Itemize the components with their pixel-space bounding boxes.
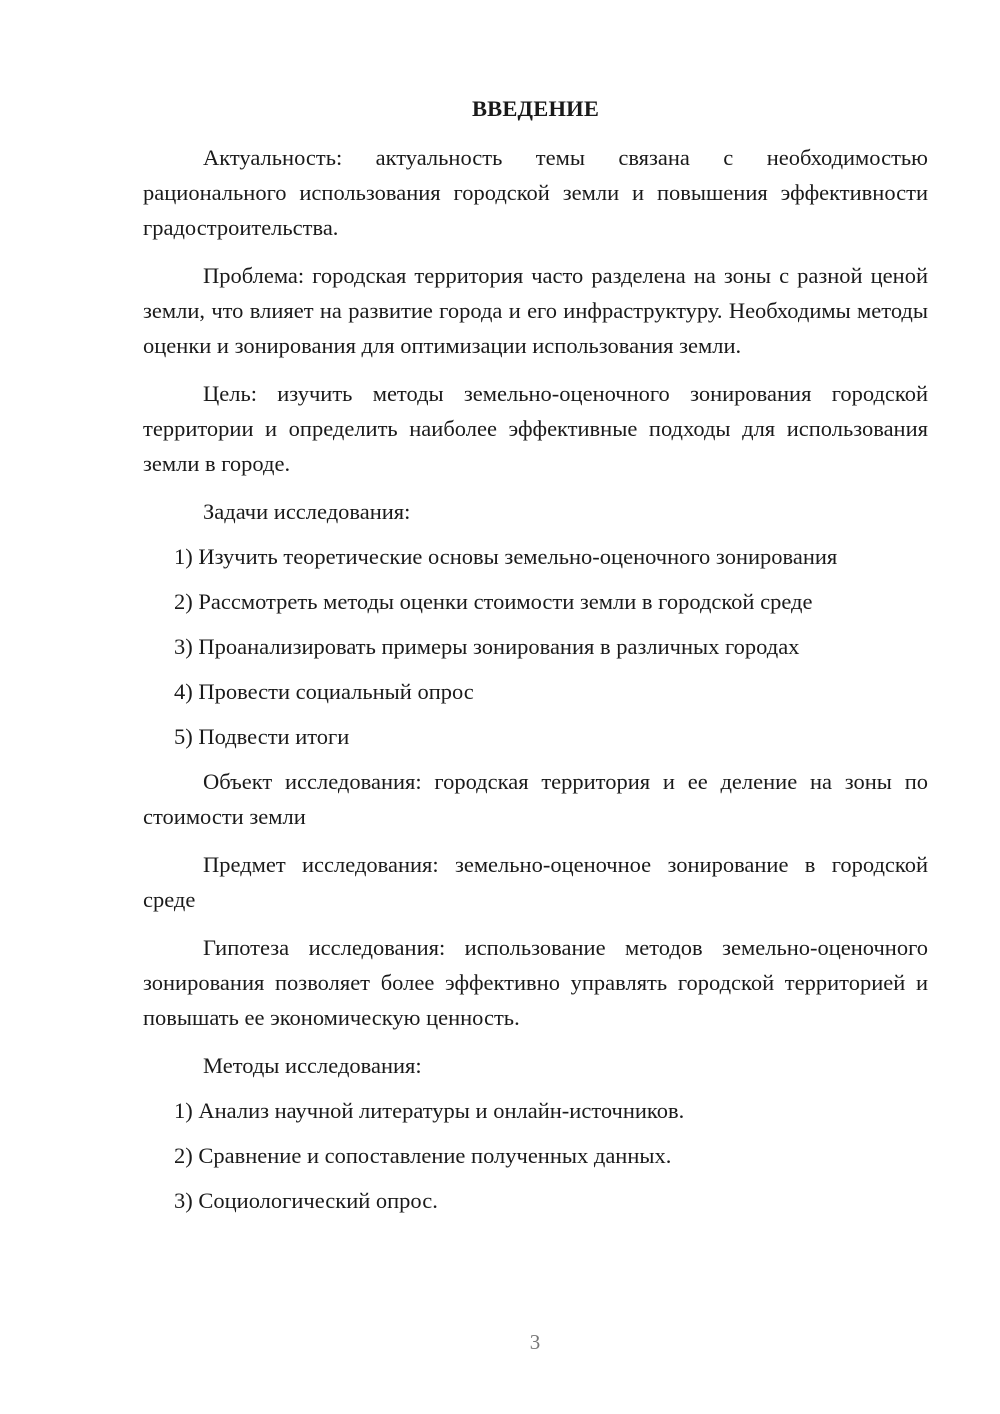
- list-item: 4) Провести социальный опрос: [174, 679, 474, 704]
- goal-paragraph: Цель: изучить методы земельно-оценочного зонирования городской территории и определить наиболее эффективные подходы для использования земли в городе.: [143, 381, 928, 476]
- list-item: 3) Проанализировать примеры зонирования в различных городах: [174, 634, 800, 659]
- list-item: 1) Анализ научной литературы и онлайн-источников.: [174, 1098, 685, 1123]
- tasks-heading: Задачи исследования:: [203, 499, 411, 524]
- list-item: 5) Подвести итоги: [174, 724, 350, 749]
- hypothesis-paragraph: Гипотеза исследования: использование методов земельно-оценочного зонирования позволяет более эффективно управлять городской территорией и повышать ее экономическую ценность.: [143, 935, 928, 1030]
- list-item: 2) Рассмотреть методы оценки стоимости земли в городской среде: [174, 589, 813, 614]
- section-title: ВВЕДЕНИЕ: [471, 96, 600, 121]
- problem-paragraph: Проблема: городская территория часто разделена на зоны с разной ценой земли, что влияет на развитие города и его инфраструктуру. Необходимы методы оценки и зонирования для оптимизации использования земли.: [143, 263, 928, 358]
- subject-paragraph: Предмет исследования: земельно-оценочное зонирование в городской среде: [143, 852, 928, 912]
- relevance-paragraph: Актуальность: актуальность темы связана с необходимостью рационального использования городской земли и повышения эффективности градостроительства.: [143, 145, 928, 240]
- page-number: 3: [529, 1330, 541, 1354]
- methods-list: [143, 1093, 928, 1218]
- tasks-list: [143, 539, 928, 754]
- page-content: [143, 92, 928, 1228]
- methods-heading: Методы исследования:: [203, 1053, 422, 1078]
- list-item: 2) Сравнение и сопоставление полученных данных.: [174, 1143, 672, 1168]
- list-item: 3) Социологический опрос.: [174, 1188, 438, 1213]
- object-paragraph: Объект исследования: городская территория и ее деление на зоны по стоимости земли: [143, 769, 928, 829]
- list-item: 1) Изучить теоретические основы земельно-оценочного зонирования: [174, 544, 838, 569]
